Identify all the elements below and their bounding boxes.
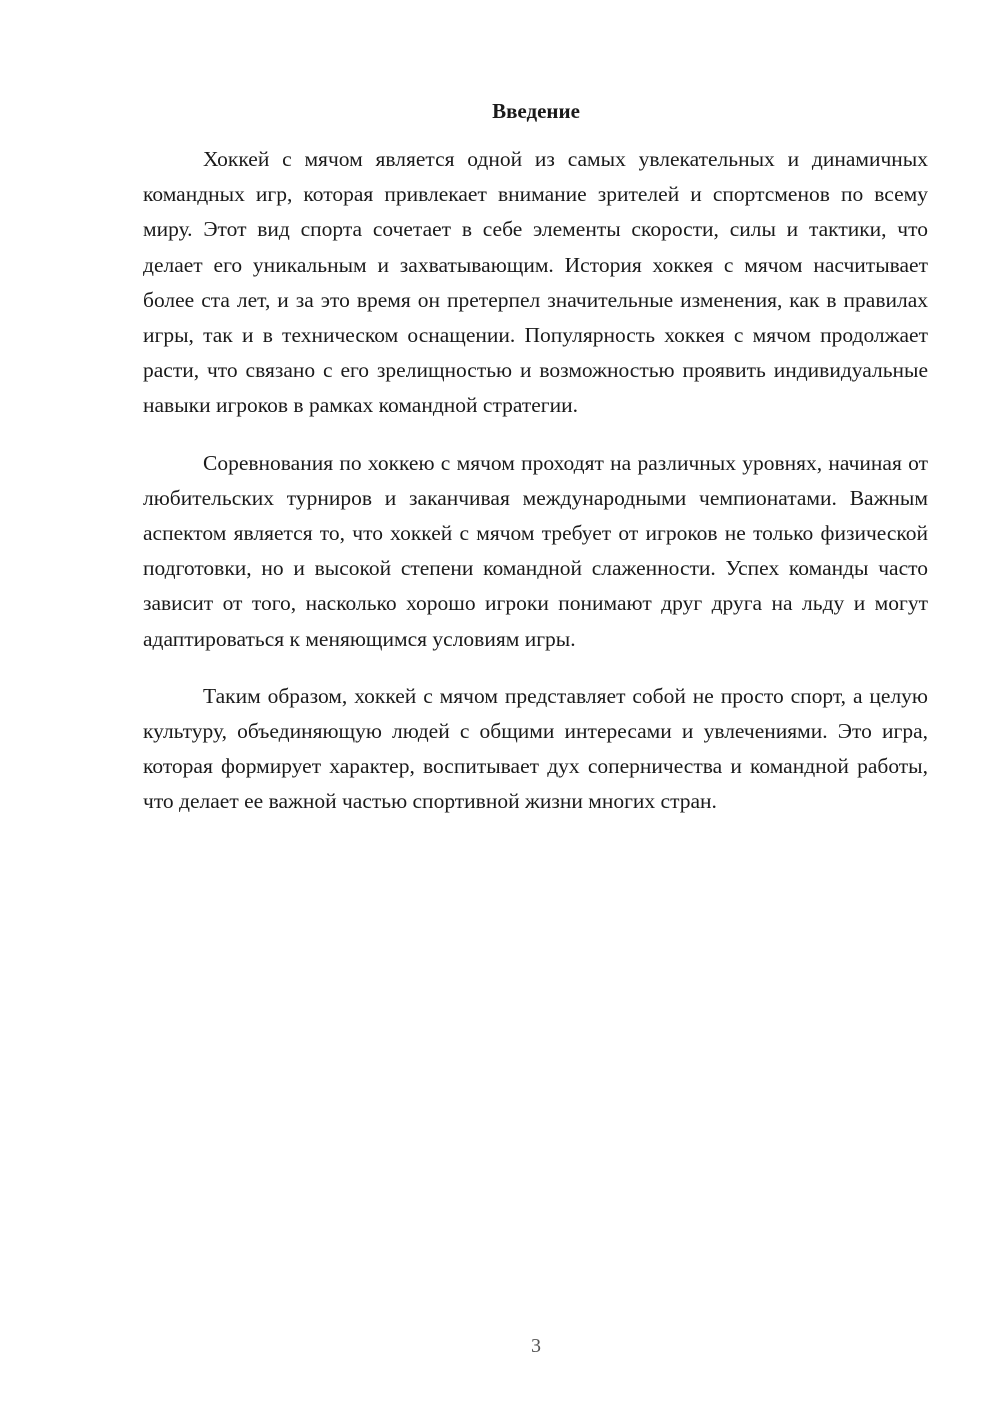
section-heading: Введение <box>492 99 580 123</box>
paragraph-1: Хоккей с мячом является одной из самых увлекательных и динамичных командных игр, которая привлекает внимание зрителей и спортсменов по всему миру. Этот вид спорта сочетает в себе элементы скорости, силы и тактики, что делает его уникальным и захватывающим. История хоккея с мячом насчитывает более ста лет, и за это время он претерпел значительные изменения, как в правилах игры, так и в техническом оснащении. Популярность хоккея с мячом продолжает расти, что связано с его зрелищностью и возможностью проявить индивидуальные навыки игроков в рамках командной стратегии. <box>143 147 928 418</box>
paragraph-3: Таким образом, хоккей с мячом представляет собой не просто спорт, а целую культуру, объединяющую людей с общими интересами и увлечениями. Это игра, которая формирует характер, воспитывает дух соперничества и командной работы, что делает ее важной частью спортивной жизни многих стран. <box>143 683 928 814</box>
paragraph-2: Соревнования по хоккею с мячом проходят на различных уровнях, начиная от любительских турниров и заканчивая международными чемпионатами. Важным аспектом является то, что хоккей с мячом требует от игроков не только физической подготовки, но и высокой степени командной слаженности. Успех команды часто зависит от того, насколько хорошо игроки понимают друг друга на льду и могут адаптироваться к меняющимся условиям игры. <box>143 450 928 651</box>
body-text <box>143 142 928 842</box>
page-number: 3 <box>531 1335 541 1357</box>
